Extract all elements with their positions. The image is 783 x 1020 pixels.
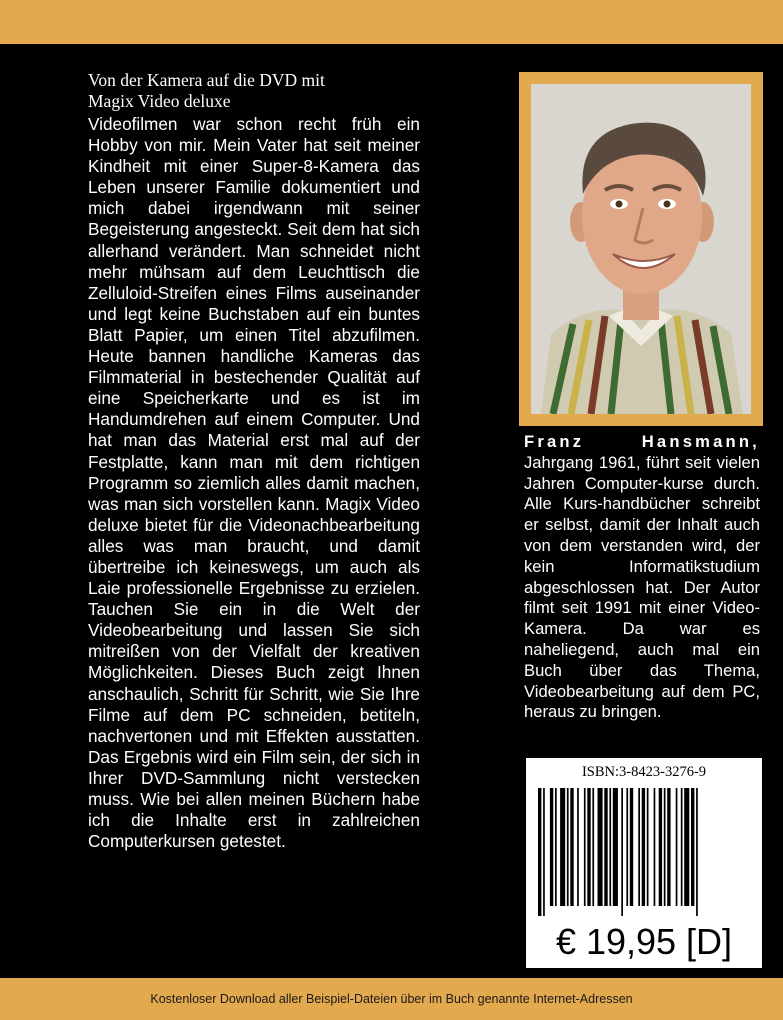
barcode-bar <box>647 788 649 906</box>
barcode-bar <box>577 788 579 906</box>
top-color-band <box>0 0 783 44</box>
barcode-bar <box>681 788 683 906</box>
barcode-bar <box>642 788 645 906</box>
author-photo <box>531 84 751 414</box>
barcode-bar <box>691 788 694 906</box>
barcode-bar <box>684 788 689 906</box>
barcode-bar <box>659 788 662 906</box>
author-portrait-image <box>531 84 751 414</box>
barcode-bar <box>570 788 573 906</box>
barcode-bar <box>538 788 541 916</box>
barcode-bar <box>654 788 656 906</box>
blurb-column <box>88 70 420 852</box>
barcode-bar <box>630 788 633 906</box>
barcode-bar <box>567 788 569 906</box>
author-bio <box>524 432 760 723</box>
book-subtitle <box>88 70 420 112</box>
barcode-bar <box>621 788 623 916</box>
barcode-bar <box>638 788 640 906</box>
barcode-bar <box>560 788 565 906</box>
barcode-bar <box>664 788 666 906</box>
barcode-bar <box>626 788 628 906</box>
footer-band <box>0 978 783 1020</box>
subtitle-line-1: Von der Kamera auf die DVD mit <box>88 70 325 90</box>
author-photo-frame <box>519 72 763 426</box>
barcode-bar <box>543 788 545 916</box>
barcode-bar <box>592 788 594 906</box>
barcode-bar <box>555 788 557 906</box>
barcode-bar <box>696 788 698 916</box>
author-bio-column <box>524 432 760 723</box>
barcode-bar <box>609 788 611 906</box>
barcode-bar <box>598 788 603 906</box>
barcode-bar <box>676 788 678 906</box>
price-label: € 19,95 [D] <box>555 921 733 962</box>
barcode-bar <box>587 788 590 906</box>
barcode-icon <box>534 788 754 916</box>
book-blurb: Videofilmen war schon recht früh ein Hobby von mir. Mein Vater hat seit meiner Kindheit mit einer Super-8-Kamera das Leben unserer Familie dokumentiert und mich dabei irgendwann mit seiner Begeisterung angesteckt. Seit dem hat sich allerhand verändert. Man schneidet nicht mehr mühsam auf dem Leuchttisch die Zelluloid-Streifen eines Films auseinander und legt keine Buchstaben auf ein buntes Blatt Papier, um einen Titel abzufilmen. Heute bannen handliche Kameras das Filmmaterial in bestechender Qualität auf eine Speicherkarte und es ist im Handumdrehen auf einem Computer. Und hat man das Material erst mal auf der Festplatte, kann man mit dem richtigen Programm so ziemlich alles damit machen, was man sich vorstellen kann. Magix Video deluxe bietet für die Videonachbearbeitung alles was man braucht, und damit übertreibe ich keineswegs, um auch als Laie professionelle Ergebnisse zu erzielen. Tauchen Sie ein in die Welt der Videobearbeitung und lassen Sie sich mitreißen von der Vielfalt der kreativen Möglichkeiten. Dieses Buch zeigt Ihnen anschaulich, Schritt für Schritt, wie Sie Ihre Filme auf dem PC schneiden, betiteln, nachvertonen und mit Effekten ausstatten. Das Ergebnis wird ein Film sein, der sich in Ihrer DVD-Sammlung nicht verstecken muss. Wie bei allen meinen Büchern habe ich die Inhalte erst in zahlreichen Computerkursen getestet. <box>88 114 420 852</box>
barcode-bar <box>550 788 553 906</box>
ean-number: 9 783842 332768 <box>8 898 170 918</box>
barcode-bar <box>613 788 618 906</box>
barcode-bar <box>584 788 586 906</box>
author-bio-text: Jahrgang 1961, führt seit vielen Jahren Computer-kurse durch. Alle Kurs-handbücher schreibt er selbst, damit der Inhalt auch von dem verstanden wird, der kein Informatikstudium abgeschlossen hat. Der Autor filmt seit 1991 mit einer Video-Kamera. Da war es naheliegend, auch mal ein Buch über das Thema, Videobearbeitung auf dem PC, heraus zu bringen. <box>524 452 760 722</box>
barcode-bar <box>604 788 607 906</box>
isbn-text: ISBN:3-8423-3276-9 <box>581 764 707 780</box>
barcode-bar <box>667 788 670 906</box>
footer-text: Kostenloser Download aller Beispiel-Dateien über im Buch genannte Internet-Adressen <box>150 992 633 1006</box>
author-name: Franz Hansmann, <box>524 432 760 451</box>
subtitle-line-2: Magix Video deluxe <box>88 91 231 111</box>
barcode-box <box>526 758 762 968</box>
